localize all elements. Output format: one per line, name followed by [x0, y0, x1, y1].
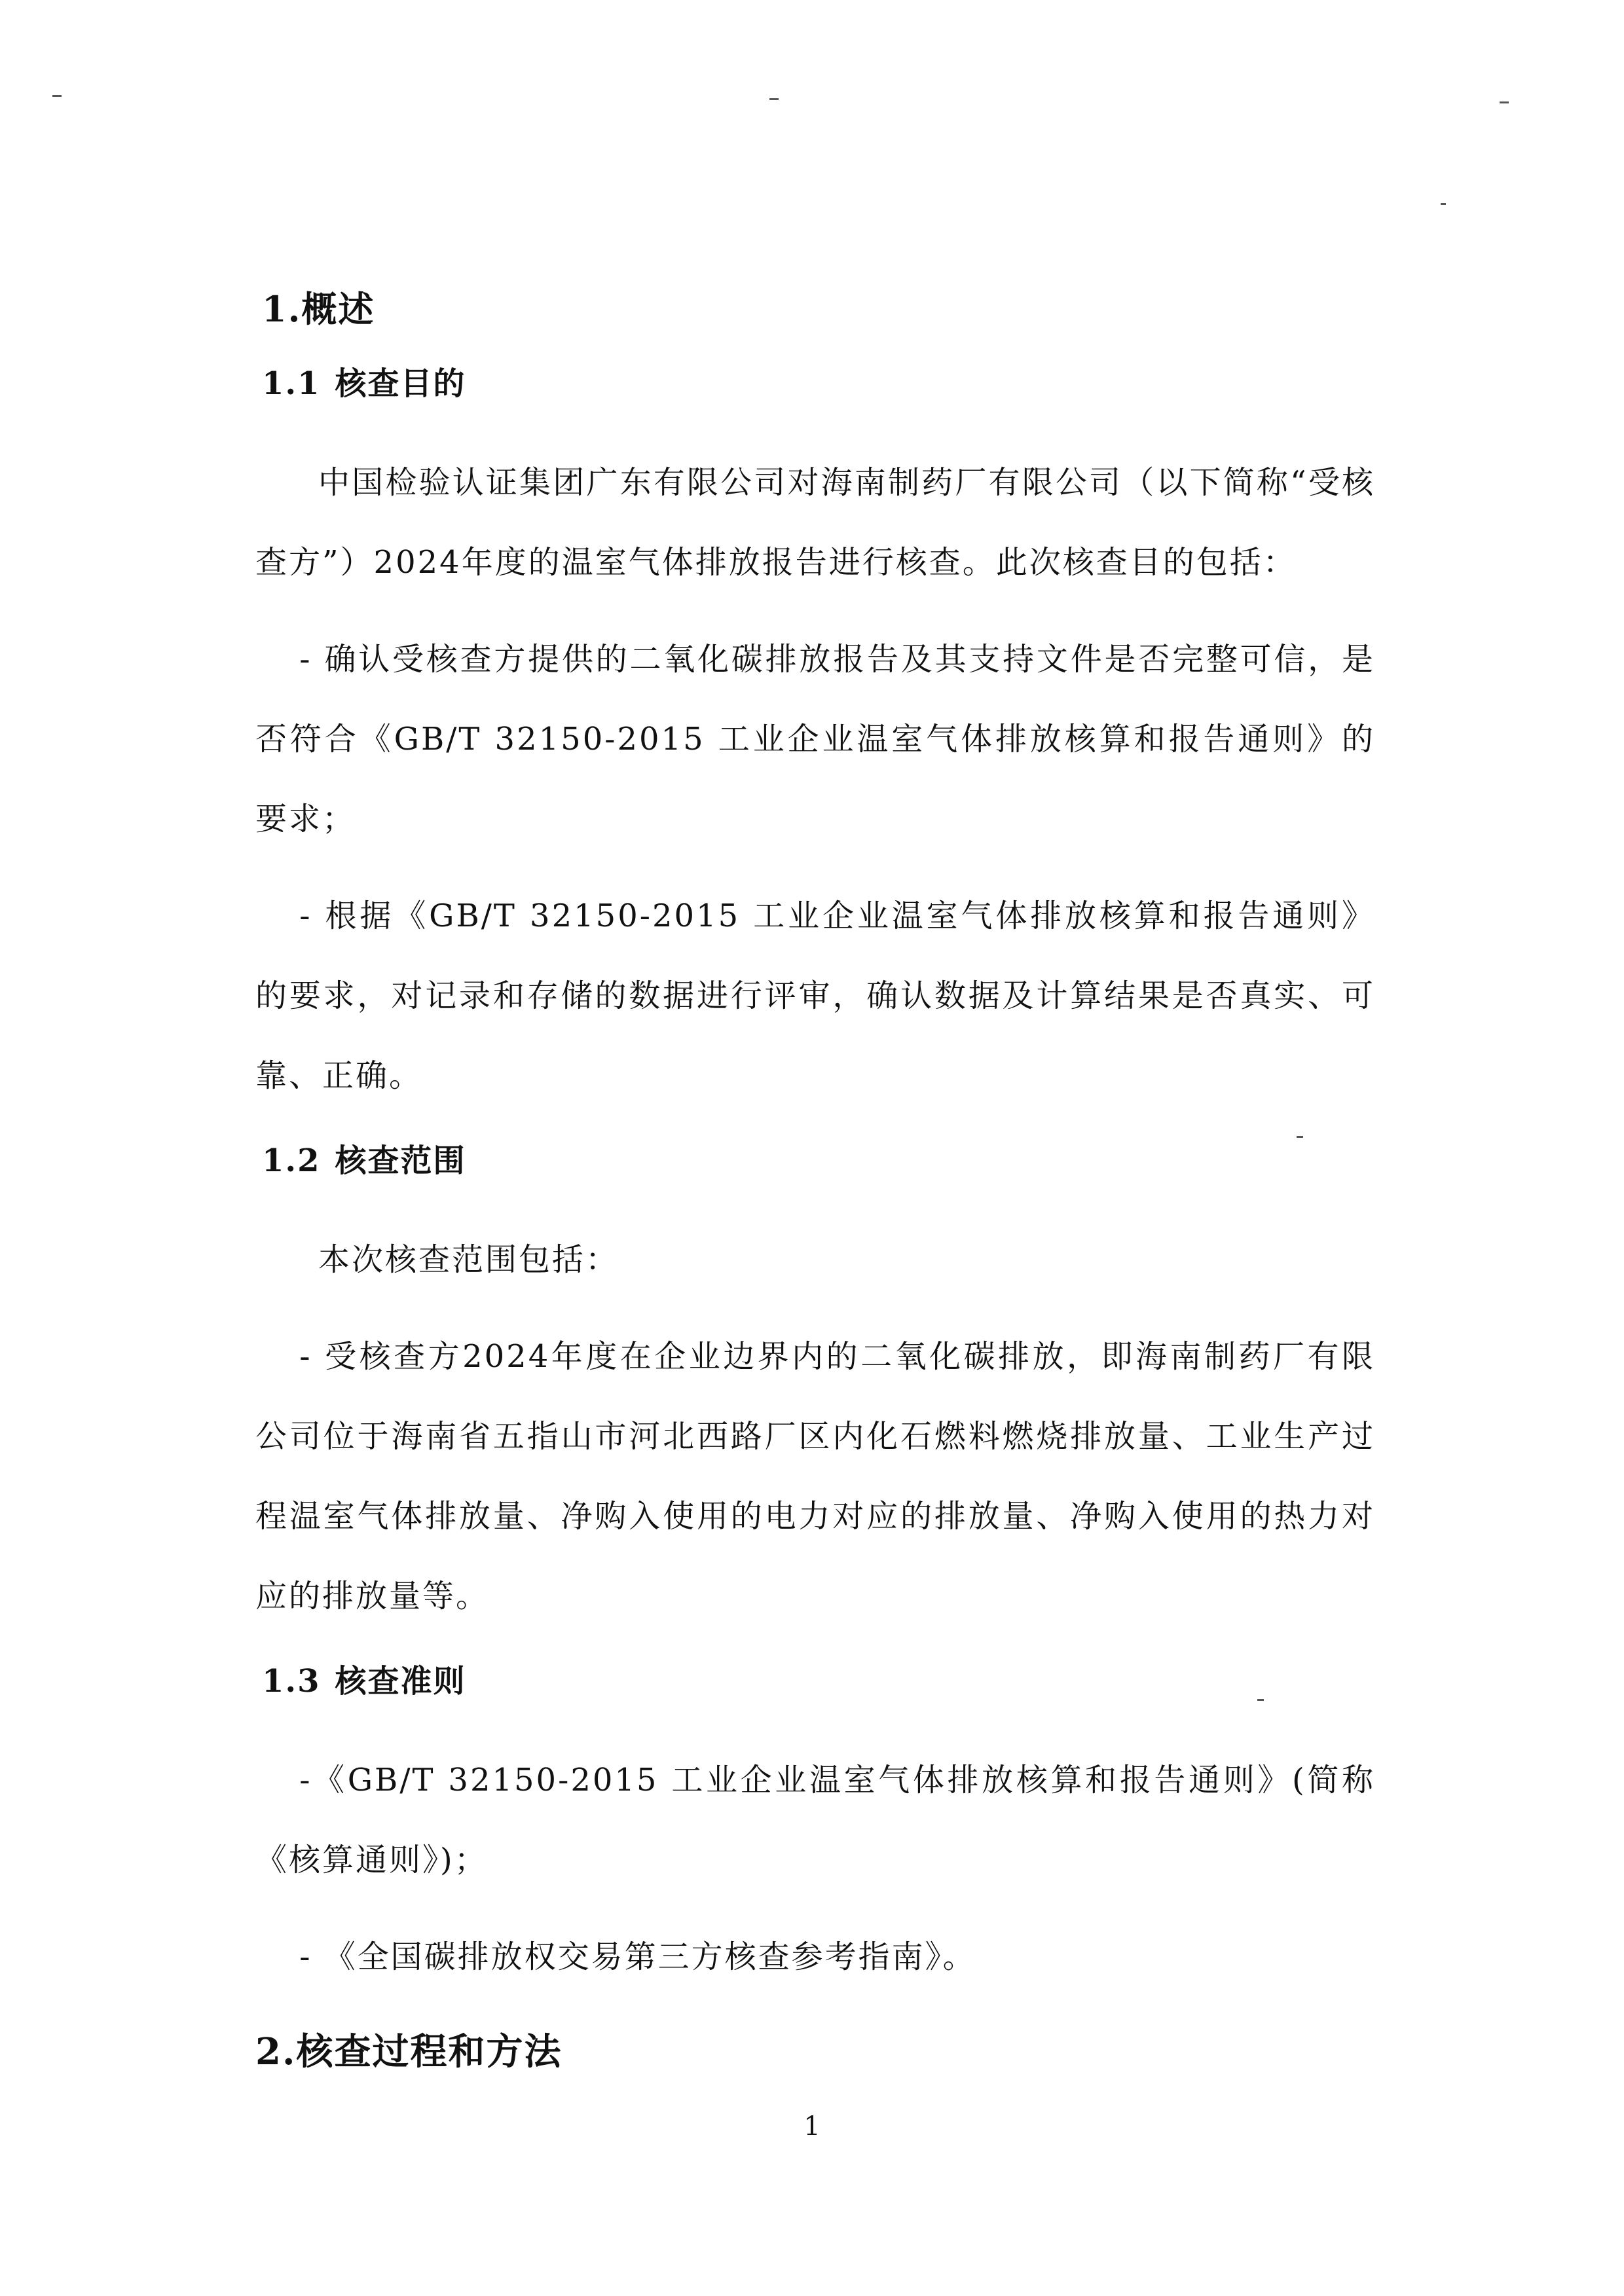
paragraph-purpose-bullet-2: - 根据《GB/T 32150-2015 工业企业温室气体排放核算和报告通则》的要求，对记录和存储的数据进行评审，确认数据及计算结果是否真实、可靠、正确。 — [255, 898, 1375, 1094]
page-number: 1 — [803, 2111, 821, 2141]
section-heading-text: 核查准则 — [335, 1663, 466, 1700]
scan-speck — [1441, 203, 1446, 205]
section-number: 1.3 — [262, 1663, 321, 1700]
section-number: 1.1 — [262, 365, 321, 402]
section-heading-1-3 — [262, 1656, 1375, 1701]
scan-speck — [1500, 101, 1509, 103]
paragraph-criteria-bullet-2: - 《全国碳排放权交易第三方核查参考指南》。 — [299, 1939, 976, 1975]
paragraph-purpose-intro: 中国检验认证集团广东有限公司对海南制药厂有限公司（以下简称“受核查方”）2024年度的温室气体排放报告进行核查。此次核查目的包括： — [255, 464, 1375, 581]
document-body — [255, 282, 1375, 2075]
paragraph-scope-bullet-1: - 受核查方2024年度在企业边界内的二氧化碳排放，即海南制药厂有限公司位于海南省五指山市河北西路厂区内化石燃料燃烧排放量、工业生产过程温室气体排放量、净购入使用的电力对应的排放量、净购入使用的热力对应的排放量等。 — [255, 1338, 1375, 1614]
paragraph-scope-intro: 本次核查范围包括： — [318, 1241, 619, 1278]
section-heading-1-2 — [262, 1135, 1375, 1180]
paragraph-purpose-bullet-1: - 确认受核查方提供的二氧化碳排放报告及其支持文件是否完整可信，是否符合《GB/T 32150-2015 工业企业温室气体排放核算和报告通则》的要求； — [255, 641, 1375, 837]
section-heading-text: 核查范围 — [335, 1142, 466, 1179]
scan-speck — [769, 98, 779, 100]
section-heading-text: 核查目的 — [335, 365, 466, 402]
section-title-process: 2.核查过程和方法 — [255, 2030, 563, 2073]
section-number: 1.2 — [262, 1142, 321, 1179]
section-heading-1-1 — [262, 358, 1375, 403]
paragraph-criteria-bullet-1: -《GB/T 32150-2015 工业企业温室气体排放核算和报告通则》(简称《核算通则》)； — [255, 1762, 1375, 1878]
scan-speck — [52, 95, 62, 97]
section-title-overview: 1.概述 — [262, 288, 375, 330]
